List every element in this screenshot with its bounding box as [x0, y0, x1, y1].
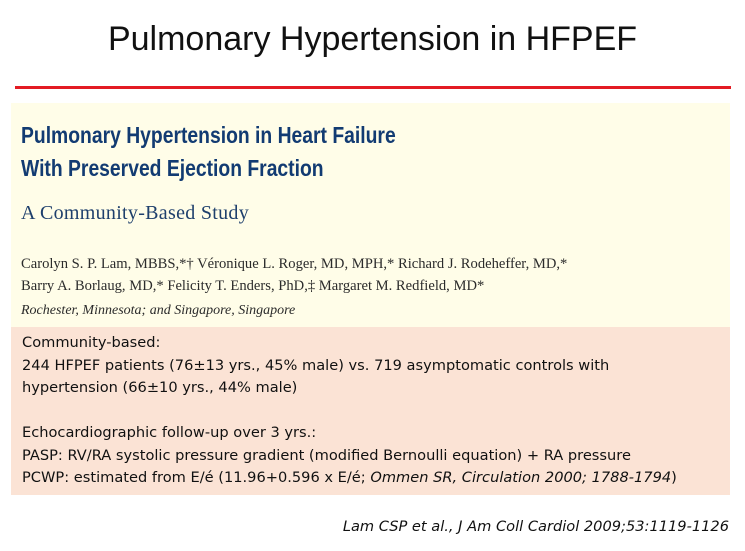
pcwp-text: PCWP: estimated from E/é (11.96+0.596 x E/é; — [22, 469, 371, 486]
study-summary-box — [11, 327, 730, 495]
slide-citation: Lam CSP et al., J Am Coll Cardiol 2009;53:1119-1126 — [342, 518, 729, 535]
summary-line-4: Echocardiographic follow-up over 3 yrs.: — [22, 424, 317, 441]
paper-title-line-2: With Preserved Ejection Fraction — [21, 155, 324, 181]
ommen-reference: Ommen SR, Circulation 2000; 1788-1794 — [370, 469, 672, 486]
authors-line-2: Barry A. Borlaug, MD,* Felicity T. Enders, PhD,‡ Margaret M. Redfield, MD* — [21, 278, 485, 294]
summary-line-6 — [22, 467, 726, 490]
summary-line-1: Community-based: — [22, 334, 161, 351]
paper-title-line-1: Pulmonary Hypertension in Heart Failure — [21, 122, 396, 148]
paper-header-excerpt — [11, 103, 730, 327]
summary-line-3: hypertension (66±10 yrs., 44% male) — [22, 379, 298, 396]
paper-title — [21, 119, 396, 185]
paper-subtitle: A Community-Based Study — [21, 202, 250, 224]
authors-line-1: Carolyn S. P. Lam, MBBS,*† Véronique L. Roger, MD, MPH,* Richard J. Rodeheffer, MD,* — [21, 256, 568, 272]
study-summary-text — [22, 332, 726, 490]
summary-line-5: PASP: RV/RA systolic pressure gradient (modified Bernoulli equation) + RA pressure — [22, 446, 631, 464]
slide-title: Pulmonary Hypertension in HFPEF — [107, 20, 638, 58]
title-divider — [15, 86, 731, 89]
summary-line-2: 244 HFPEF patients (76±13 yrs., 45% male) vs. 719 asymptomatic controls with — [22, 356, 610, 374]
pcwp-closing: ) — [671, 469, 677, 486]
paper-authors — [21, 253, 721, 297]
summary-blank-line — [22, 400, 726, 423]
paper-affiliation: Rochester, Minnesota; and Singapore, Singapore — [21, 303, 296, 318]
